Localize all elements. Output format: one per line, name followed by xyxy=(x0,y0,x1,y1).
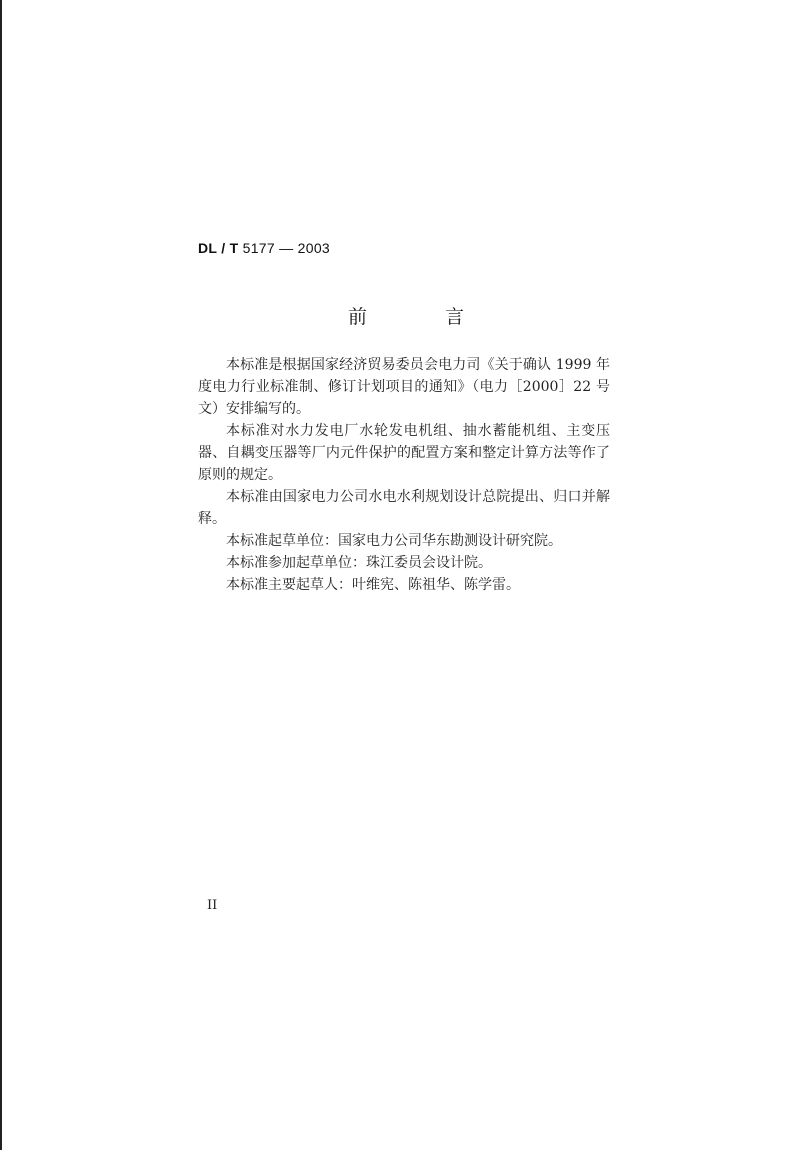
paragraph-scope: 本标准对水力发电厂水轮发电机组、抽水蓄能机组、主变压器、自耦变压器等厂内元件保护的配置方案和整定计算方法等作了原则的规定。 xyxy=(198,423,610,483)
paragraph-drafters: 本标准主要起草人：叶维宪、陈祖华、陈学雷。 xyxy=(226,577,520,593)
standard-code-prefix: DL / T xyxy=(198,240,239,256)
paragraph-proposer: 本标准由国家电力公司水电水利规划设计总院提出、归口并解释。 xyxy=(198,489,610,527)
paragraph-origin: 本标准是根据国家经济贸易委员会电力司《关于确认 1999 年度电力行业标准制、修订计划项目的通知》（电力［2000］22 号文）安排编写的。 xyxy=(198,357,610,417)
foreword-body xyxy=(198,354,610,596)
page-number: II xyxy=(207,898,218,913)
standard-code-number: 5177 — 2003 xyxy=(238,240,330,256)
page-left-border xyxy=(0,0,2,1150)
page-title: 前 言 xyxy=(347,306,501,328)
paragraph-drafting-unit: 本标准起草单位：国家电力公司华东勘测设计研究院。 xyxy=(226,533,562,549)
standard-code xyxy=(198,240,330,256)
paragraph-participating-unit: 本标准参加起草单位：珠江委员会设计院。 xyxy=(226,555,492,571)
